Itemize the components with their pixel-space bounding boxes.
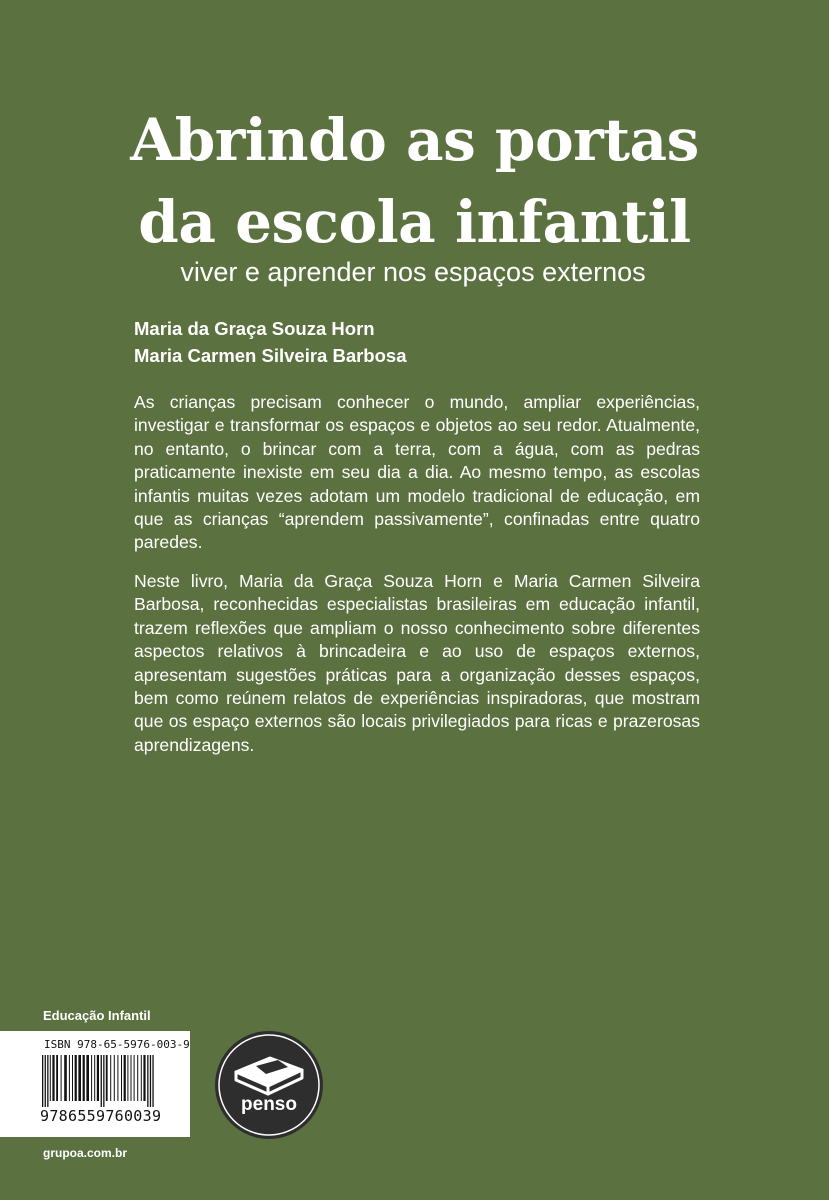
barcode-bar bbox=[72, 1055, 73, 1101]
barcode-number: 9786559760039 bbox=[40, 1107, 162, 1125]
book-title-line-2: da escola infantil bbox=[138, 188, 691, 256]
barcode-bar bbox=[103, 1055, 104, 1107]
author-name: Maria da Graça Souza Horn bbox=[134, 318, 375, 339]
barcode-bar bbox=[150, 1055, 151, 1107]
barcode-bar bbox=[143, 1055, 145, 1101]
barcode-bar bbox=[56, 1055, 58, 1101]
barcode-bar bbox=[106, 1055, 108, 1101]
barcode-bar bbox=[45, 1055, 46, 1107]
barcode-bar bbox=[121, 1055, 122, 1101]
barcode-bar bbox=[110, 1055, 111, 1101]
barcode-bar bbox=[64, 1055, 67, 1101]
book-subtitle: viver e aprender nos espaços externos bbox=[180, 257, 646, 287]
barcode-bar bbox=[86, 1055, 89, 1101]
barcode-bar bbox=[101, 1055, 102, 1107]
barcode-bar bbox=[83, 1055, 85, 1101]
barcode-bar bbox=[134, 1055, 135, 1101]
book-title-line-1: Abrindo as portas bbox=[130, 106, 699, 174]
barcode-bar bbox=[137, 1055, 138, 1101]
barcode-bar bbox=[141, 1055, 142, 1101]
barcode-bar bbox=[147, 1055, 148, 1107]
barcode-bar bbox=[61, 1055, 62, 1101]
barcode-bar bbox=[117, 1055, 118, 1101]
barcode-bar bbox=[78, 1055, 81, 1101]
barcode-bar bbox=[75, 1055, 77, 1101]
barcode-bar bbox=[91, 1055, 92, 1101]
blurb-paragraph-2: Neste livro, Maria da Graça Souza Horn e Maria Carmen Silveira Barbosa, reconhecidas especialistas brasileiras em educação infantil, trazem reflexões que ampliam o nosso conhecimento sobre diferentes aspectos relativos à brincadeira e ao uso de espaços externos, apresentam sugestões práticas para a organização desses espaços, bem como reúnem relatos de experiências inspiradoras, que mostram que os espaço externos são locais privilegiados para ricas e prazerosas aprendizagens. bbox=[134, 571, 700, 755]
barcode-bar bbox=[50, 1055, 51, 1101]
barcode-bar bbox=[97, 1055, 99, 1101]
barcode-icon bbox=[42, 1055, 178, 1107]
barcode-bar bbox=[94, 1055, 95, 1101]
barcode-bar bbox=[114, 1055, 115, 1101]
barcode-bar bbox=[52, 1055, 54, 1101]
barcode-bar bbox=[127, 1055, 128, 1101]
barcode-bar bbox=[69, 1055, 70, 1101]
isbn-label: ISBN 978-65-5976-003-9 bbox=[44, 1038, 190, 1051]
barcode-bar bbox=[131, 1055, 132, 1101]
barcode-bar bbox=[152, 1055, 153, 1107]
author-name: Maria Carmen Silveira Barbosa bbox=[134, 345, 407, 366]
barcode-bar bbox=[42, 1055, 43, 1107]
blurb-paragraph-1: As crianças precisam conhecer o mundo, ampliar experiências, investigar e transformar os espaços e objetos ao seu redor. Atualmente, no entanto, o brincar com a terra, com a água, com as pedras praticamente inexiste em seu dia a dia. Ao mesmo tempo, as escolas infantis muitas vezes adotam um modelo tradicional de educação, em que as crianças “aprendem passivamente”, confinadas entre quatro paredes. bbox=[134, 392, 700, 553]
author-list bbox=[134, 315, 407, 369]
barcode-bar bbox=[124, 1055, 126, 1101]
publisher-logo-icon bbox=[214, 1030, 324, 1140]
publisher-website: grupoa.com.br bbox=[43, 1146, 128, 1160]
publisher-name: penso bbox=[241, 1094, 297, 1115]
category-label: Educação Infantil bbox=[43, 1008, 151, 1023]
barcode-bar bbox=[47, 1055, 48, 1107]
